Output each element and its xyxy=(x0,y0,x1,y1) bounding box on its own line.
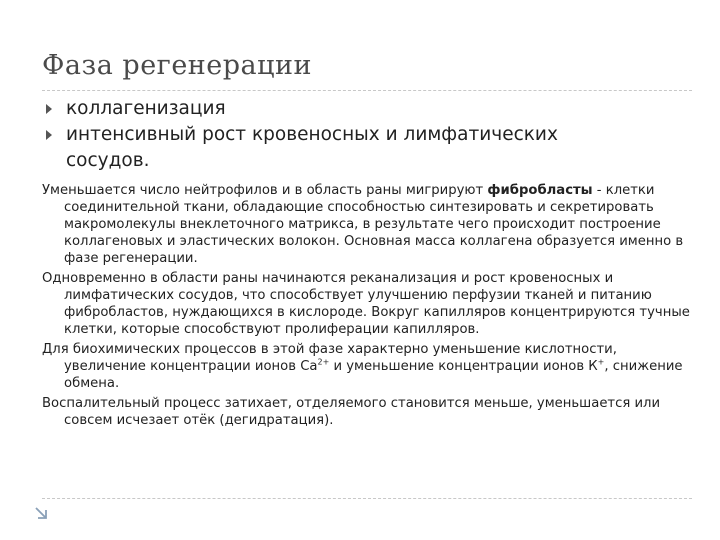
slide-body xyxy=(42,182,697,432)
paragraph-text: и уменьшение концентрации ионов К xyxy=(329,359,598,374)
bullet-item xyxy=(42,96,692,122)
paragraph-fibroblasts xyxy=(42,182,697,267)
paragraph-biochemistry xyxy=(42,341,697,392)
bullet-item xyxy=(42,122,692,174)
paragraph-text: Уменьшается число нейтрофилов и в область раны мигрируют xyxy=(42,183,488,198)
bullet-text-bold: сосудов xyxy=(66,150,144,171)
paragraph-text: - клетки соединительной ткани, обладающие способностью синтезировать и секретировать макромолекулы внеклеточного матрикса, в результате чего происходит построение коллагеновых и эластических волокон. Основная масса коллагена образуется именно в фазе регенерации. xyxy=(64,183,684,266)
triangle-right-icon xyxy=(46,104,52,114)
k-charge: + xyxy=(597,357,605,367)
bullet-text-line1: интенсивный рост кровеносных и лимфатических xyxy=(66,124,558,145)
paragraph-vessels xyxy=(42,270,697,338)
footer-divider xyxy=(42,498,692,499)
bullet-text-rest: . xyxy=(143,150,150,171)
paragraph-inflammation xyxy=(42,395,697,429)
bullet-list xyxy=(42,96,692,174)
paragraph-text: Для биохимических процессов в этой фазе характерно уменьшение кислотности, увеличение концентрации ионов Са xyxy=(42,342,617,374)
paragraph-text: Воспалительный процесс затихает, отделяемого становится меньше, уменьшается или совсем исчезает отёк (дегидратация). xyxy=(42,396,661,428)
paragraph-text: , снижение обмена. xyxy=(64,359,683,391)
slide-title: Фаза регенерации xyxy=(42,50,313,81)
corner-arrow-icon xyxy=(34,506,48,520)
triangle-right-icon xyxy=(46,130,52,140)
term-fibroblasts: фибробласты xyxy=(487,183,593,198)
ca-charge: 2+ xyxy=(317,357,330,367)
title-divider xyxy=(42,90,692,91)
bullet-text: коллагенизация xyxy=(66,98,226,119)
paragraph-text: Одновременно в области раны начинаются реканализация и рост кровеносных и лимфатических сосудов, что способствует улучшению перфузии тканей и питанию фибробластов, нуждающихся в кислороде. Вокруг капилляров концентрируются тучные клетки, которые способствуют пролиферации капилляров. xyxy=(42,271,690,337)
